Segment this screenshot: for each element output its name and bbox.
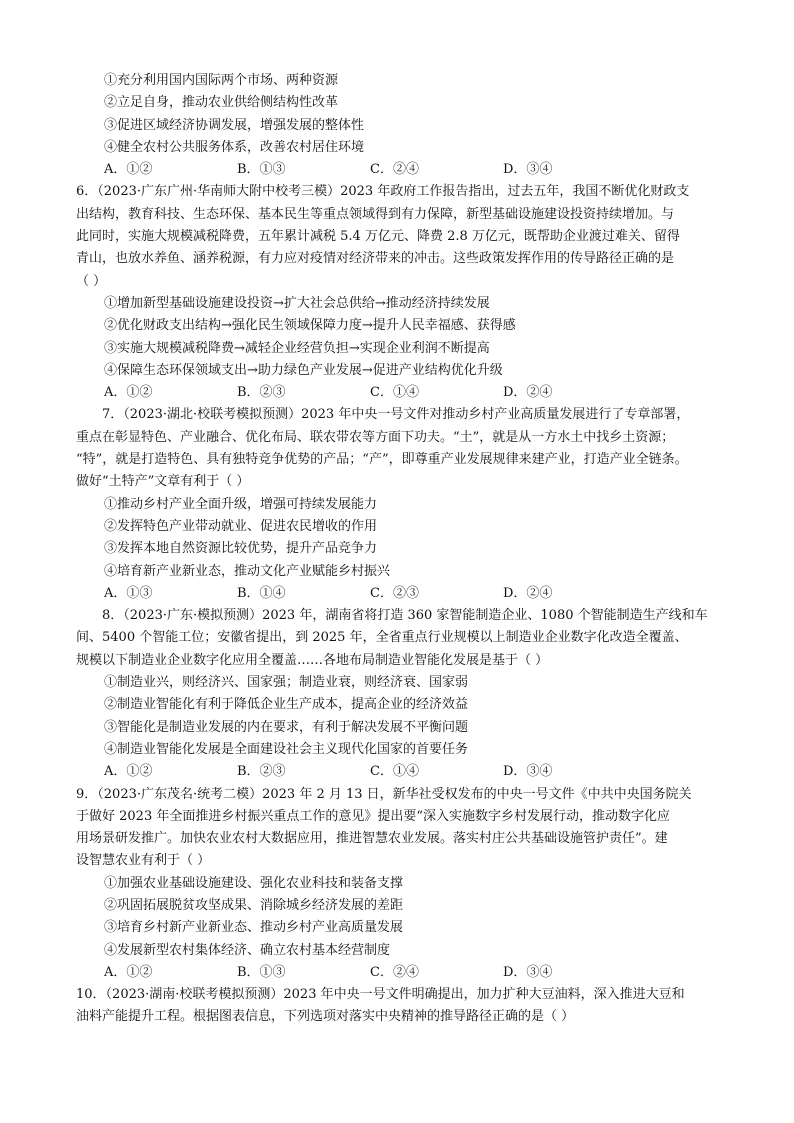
q8-stem-line-3: 规模以下制造业企业数字化应用全覆盖……各地布局制造业智能化发展是基于（ ） xyxy=(76,652,549,668)
q5-option-4: ④健全农村公共服务体系，改善农村居住环境 xyxy=(104,139,365,155)
q5-option-1: ①充分利用国内国际两个市场、两种资源 xyxy=(104,73,339,88)
q9-option-3: ③培育乡村新产业新业态、推动乡村产业高质量发展 xyxy=(104,920,404,936)
q7-answer-c: C．②③ xyxy=(370,585,419,601)
question-10 xyxy=(76,984,726,1029)
q9-stem-line-2: 于做好 2023 年全面推进乡村振兴重点工作的意见》提出要“深入实施数字乡村发展行动，推动数字化应 xyxy=(76,808,670,824)
q9-answer-d: D．③④ xyxy=(503,964,553,980)
q8-answer-b: B．②③ xyxy=(237,764,286,780)
q9-answer-c: C．②④ xyxy=(370,964,419,980)
q9-stem-line-4: 设智慧农业有利于（ ） xyxy=(76,853,211,869)
q8-option-2: ②制造业智能化有利于降低企业生产成本，提高企业的经济效益 xyxy=(104,697,469,713)
q7-stem-line-2: 重点在彰显特色、产业融合、优化布局、联农带农等方面下功夫。“土”，就是从一方水土中找乡土资源； xyxy=(76,429,675,445)
q5-answer-c: C．②④ xyxy=(370,162,419,178)
q6-option-1: ①增加新型基础设施建设投资→扩大社会总供给→推动经济持续发展 xyxy=(104,295,490,311)
q7-answer-a: A．①③ xyxy=(104,585,153,601)
q7-stem-line-1: 7．（2023·湖北·校联考模拟预测）2023 年中央一号文件对推动乡村产业高质量发展进行了专章部署， xyxy=(102,407,690,423)
q10-stem-line-2: 油料产能提升工程。根据图表信息，下列选项对落实中央精神的推导路径正确的是（ ） xyxy=(76,1009,575,1025)
question-7 xyxy=(76,404,726,605)
q7-option-3: ③发挥本地自然资源比较优势，提升产品竞争力 xyxy=(104,541,378,557)
q8-answer-a: A．①② xyxy=(104,764,153,780)
q5-option-3: ③促进区域经济协调发展，增强发展的整体性 xyxy=(104,117,365,133)
q7-stem-line-4: 做好“土特产”文章有利于（ ） xyxy=(76,474,250,490)
q5-answer-choices xyxy=(76,159,726,181)
q8-answer-choices xyxy=(76,761,726,783)
q5-option-2: ②立足自身，推动农业供给侧结构性改革 xyxy=(104,95,339,111)
q6-option-3: ③实施大规模减税降费→减轻企业经营负担→实现企业利润不断提高 xyxy=(104,340,490,356)
q6-answer-d: D．②④ xyxy=(503,385,553,401)
q9-answer-a: A．①② xyxy=(104,964,153,980)
q6-answer-b: B．②③ xyxy=(237,385,286,401)
q6-stem-line-3: 此同时，实施大规模减税降费，五年累计减税 5.4 万亿元、降费 2.8 万亿元，既帮助企业渡过难关、留得 xyxy=(76,229,680,245)
q7-option-4: ④培育新产业新业态，推动文化产业赋能乡村振兴 xyxy=(104,563,391,579)
q8-option-4: ④制造业智能化发展是全面建设社会主义现代化国家的首要任务 xyxy=(104,741,469,757)
q6-stem-line-5: （ ） xyxy=(76,273,107,289)
q6-option-4: ④保障生态环保领域支出→助力绿色产业发展→促进产业结构优化升级 xyxy=(104,362,503,378)
q8-option-3: ③智能化是制造业发展的内在要求，有利于解决发展不平衡问题 xyxy=(104,719,469,735)
exam-page xyxy=(76,70,726,1029)
question-6 xyxy=(76,181,726,404)
q8-stem-line-1: 8．（2023·广东·模拟预测）2023 年，湖南省将打造 360 家智能制造企业、1080 个智能制造生产线和车 xyxy=(102,608,708,624)
q6-stem-line-2: 出结构，教育科技、生态环保、基本民生等重点领域得到有力保障，新型基础设施建设投资持续增加。与 xyxy=(76,206,675,222)
q9-option-2: ②巩固拓展脱贫攻坚成果、消除城乡经济发展的差距 xyxy=(104,897,404,913)
q5-answer-a: A．①② xyxy=(104,162,153,178)
q5-answer-d: D．③④ xyxy=(503,162,553,178)
q6-answer-c: C．①④ xyxy=(370,385,419,401)
q7-stem-line-3: “特”，就是打造特色、具有独特竞争优势的产品；“产”，即尊重产业发展规律来建产业，打造产业全链条。 xyxy=(76,452,688,468)
q7-answer-b: B．①④ xyxy=(237,585,286,601)
q7-answer-choices xyxy=(76,583,726,605)
question-5 xyxy=(76,70,726,181)
question-9 xyxy=(76,784,726,985)
question-8 xyxy=(76,605,726,783)
q9-answer-b: B．①③ xyxy=(237,964,286,980)
q5-answer-b: B．①③ xyxy=(237,162,286,178)
q8-answer-d: D．③④ xyxy=(503,764,553,780)
q7-option-1: ①推动乡村产业全面升级，增强可持续发展能力 xyxy=(104,496,378,512)
q7-option-2: ②发挥特色产业带动就业、促进农民增收的作用 xyxy=(104,518,378,534)
q6-stem-line-1: 6．（2023·广东广州·华南师大附中校考三模）2023 年政府工作报告指出，过去五年，我国不断优化财政支 xyxy=(76,184,690,200)
q6-stem-line-4: 青山，也放水养鱼、涵养税源，有力应对疫情对经济带来的冲击。这些政策发挥作用的传导路径正确的是 xyxy=(76,251,675,267)
q6-answer-choices xyxy=(76,382,726,404)
q9-option-1: ①加强农业基础设施建设、强化农业科技和装备支撑 xyxy=(104,875,404,891)
q6-option-2: ②优化财政支出结构→强化民生领域保障力度→提升人民幸福感、获得感 xyxy=(104,318,516,334)
q10-stem-line-1: 10．（2023·湖南·校联考模拟预测）2023 年中央一号文件明确提出，加力扩种大豆油料，深入推进大豆和 xyxy=(76,987,685,1003)
q6-answer-a: A．①② xyxy=(104,385,153,401)
q8-stem-line-2: 间、5400 个智能工位；安徽省提出，到 2025 年，全省重点行业规模以上制造业企业数字化改造全覆盖、 xyxy=(76,630,688,646)
q9-stem-line-1: 9．（2023·广东茂名·统考二模）2023 年 2 月 13 日，新华社受权发布的中央一号文件《中共中央国务院关 xyxy=(76,786,692,802)
q9-option-4: ④发展新型农村集体经济、确立农村基本经营制度 xyxy=(104,942,391,958)
q8-answer-c: C．①④ xyxy=(370,764,419,780)
q9-answer-choices xyxy=(76,962,726,984)
q9-stem-line-3: 用场景研发推广。加快农业农村大数据应用，推进智慧农业发展。落实村庄公共基础设施管护责任”。建 xyxy=(76,831,668,847)
q7-answer-d: D．②④ xyxy=(503,585,553,601)
q8-option-1: ①制造业兴，则经济兴、国家强；制造业衰，则经济衰、国家弱 xyxy=(104,675,469,691)
